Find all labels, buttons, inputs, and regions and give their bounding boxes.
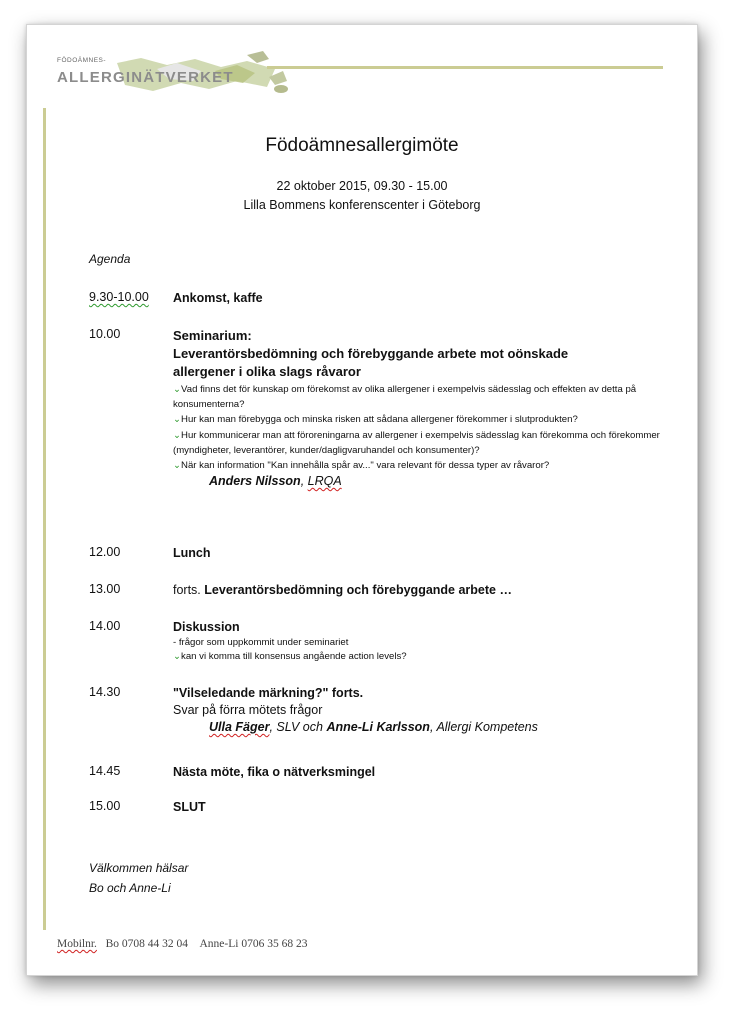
speaker-name: Anders Nilsson <box>209 474 301 489</box>
seminar-subtitle-line: Leverantörsbedömning och förebyggande arbete mot oönskade <box>173 346 569 361</box>
document-title: Födoämnesallergimöte <box>265 135 459 156</box>
agenda-title: Diskussion <box>173 620 240 634</box>
agenda-label: Agenda <box>89 252 131 266</box>
logo <box>57 49 289 105</box>
agenda-subline: Svar på förra mötets frågor <box>173 703 323 717</box>
question-item: ⌄Hur kommunicerar man att föroreningarna av allergener i exempelvis sädesslag kan förekomma och förekommer (myndigheter, leverantörer, kunder/dagligvaruhandel och konsumenter)? <box>173 429 660 456</box>
date-line: 22 oktober 2015, 09.30 - 15.00 <box>276 179 448 193</box>
agenda-title: Lunch <box>173 546 211 560</box>
seminar-subtitle-line: allergener i olika slags råvaror <box>173 364 361 379</box>
seminar-title: Seminarium: <box>173 328 252 343</box>
agenda-title <box>173 582 673 599</box>
speaker-org: Allergi Kompetens <box>436 720 538 734</box>
seminar-speaker: Anders Nilsson, LRQA <box>209 474 342 489</box>
agenda-title: SLUT <box>173 800 206 814</box>
agenda-time: 14.30 <box>89 685 121 699</box>
venue-line: Lilla Bommens konferenscenter i Göteborg <box>243 198 481 212</box>
agenda-time: 14.00 <box>89 619 121 633</box>
agenda-time: 10.00 <box>89 327 121 341</box>
question-item: ⌄När kan information "Kan innehålla spår av..." vara relevant för dessa typer av råvaror? <box>173 460 550 472</box>
header-rule <box>267 66 663 69</box>
agenda-title: Nästa möte, fika o nätverksmingel <box>173 765 376 779</box>
discussion-content <box>173 619 673 664</box>
speakers-line: Ulla Fäger, SLV och Anne-Li Karlsson, Allergi Kompetens <box>209 720 538 734</box>
agenda-time: 12.00 <box>89 545 121 559</box>
seminar-content <box>173 327 673 488</box>
question-item: ⌄Hur kan man förebygga och minska risken att sådana allergener förekommer i slutprodukten? <box>173 414 578 426</box>
discussion-line: ⌄kan vi komma till konsensus angående action levels? <box>173 651 407 662</box>
speaker-org: SLV och <box>276 720 323 734</box>
footer-phone-bo: Bo 0708 44 32 04 <box>105 938 188 950</box>
agenda-title: Ankomst, kaffe <box>173 291 263 305</box>
closing-greeting: Välkommen hälsar <box>89 861 189 875</box>
logo-title-text: ALLERGINÄTVERKET <box>57 69 234 86</box>
agenda-title: "Vilseledande märkning?" forts. <box>173 686 364 700</box>
document-page <box>26 24 698 976</box>
agenda-time: 9.30-10.00 <box>89 290 149 304</box>
speaker-name: Ulla Fäger <box>209 720 270 734</box>
left-accent-bar <box>43 108 46 930</box>
footer-label: Mobilnr. <box>57 938 97 950</box>
footer-contact <box>57 938 307 950</box>
agenda-time: 13.00 <box>89 582 121 596</box>
agenda-title-text: Leverantörsbedömning och förebyggande arbete … <box>204 583 512 597</box>
agenda-time: 14.45 <box>89 764 121 778</box>
speaker-name: Anne-Li Karlsson <box>326 720 430 734</box>
seminar-questions <box>173 382 673 473</box>
footer-phone-anneli: Anne-Li 0706 35 68 23 <box>199 938 308 950</box>
speaker-org: LRQA <box>307 474 342 489</box>
agenda-prefix: forts. <box>173 583 201 597</box>
closing-signature: Bo och Anne-Li <box>89 881 171 895</box>
agenda-time: 15.00 <box>89 799 121 813</box>
logo-small-text: FÖDOÄMNES- <box>57 57 107 64</box>
misleading-labelling-content <box>173 685 673 734</box>
question-item: ⌄Vad finns det för kunskap om förekomst av olika allergener i exempelvis sädesslag och effekten av detta på konsumenterna? <box>173 384 637 411</box>
discussion-line: - frågor som uppkommit under seminariet <box>173 637 349 648</box>
